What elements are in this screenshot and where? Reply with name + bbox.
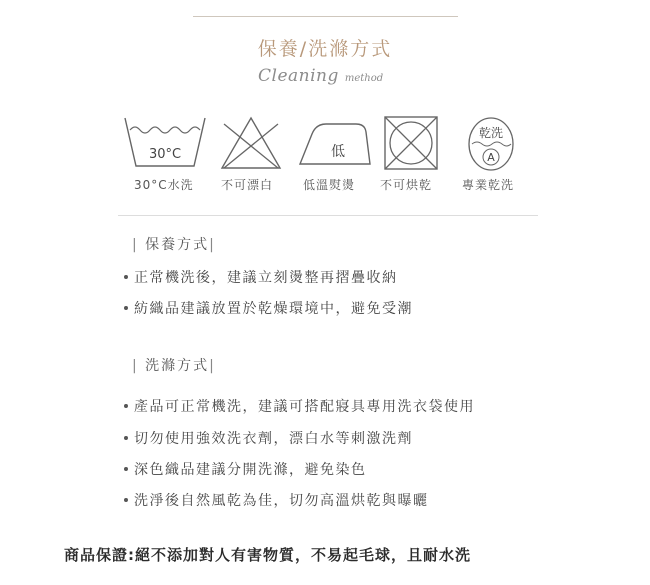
page-title: 保養/洗滌方式: [257, 38, 393, 60]
dry-clean-grade-text: A: [487, 151, 495, 164]
dry-clean-text: 乾洗: [478, 126, 504, 140]
icon-label-iron: 低溫熨燙: [303, 178, 356, 192]
iron-level-text: 低: [331, 144, 345, 160]
wash-30c-icon: [122, 114, 208, 172]
top-divider: [193, 16, 458, 17]
subtitle-main: Cleaning: [258, 66, 339, 86]
icon-label-wash: 30°C水洗: [134, 178, 194, 192]
icon-label-no-tumble: 不可烘乾: [380, 178, 433, 192]
product-guarantee: 商品保證:絕不添加對人有害物質，不易起毛球，且耐水洗: [64, 546, 472, 564]
no-tumble-dry-icon: [382, 114, 440, 172]
list-item: 紡織品建議放置於乾燥環境中，避免受潮: [124, 298, 413, 318]
list-item: 正常機洗後，建議立刻燙整再摺疊收納: [124, 267, 398, 287]
care-heading-text: 保養方式: [145, 237, 210, 253]
page-subtitle: [258, 66, 383, 86]
icon-label-dry-clean: 專業乾洗: [462, 178, 515, 192]
list-item: 切勿使用強效洗衣劑，漂白水等刺激洗劑: [124, 428, 413, 448]
wash-heading-text: 洗滌方式: [145, 358, 210, 374]
list-item: 產品可正常機洗，建議可搭配寢具專用洗衣袋使用: [124, 396, 475, 416]
subtitle-small: method: [344, 73, 384, 84]
wash-temp-text: 30°C: [148, 147, 182, 162]
wash-heading: | 洗滌方式|: [132, 358, 216, 374]
list-item: 深色織品建議分開洗滌，避免染色: [124, 459, 367, 479]
no-bleach-icon: [218, 114, 284, 172]
list-item: 洗淨後自然風乾為佳，切勿高溫烘乾與曝曬: [124, 490, 429, 510]
care-heading: | 保養方式|: [132, 237, 216, 253]
mid-divider: [118, 215, 538, 216]
dry-clean-icon: [466, 116, 516, 172]
icon-label-no-bleach: 不可漂白: [221, 178, 274, 192]
iron-low-icon: [296, 118, 372, 170]
